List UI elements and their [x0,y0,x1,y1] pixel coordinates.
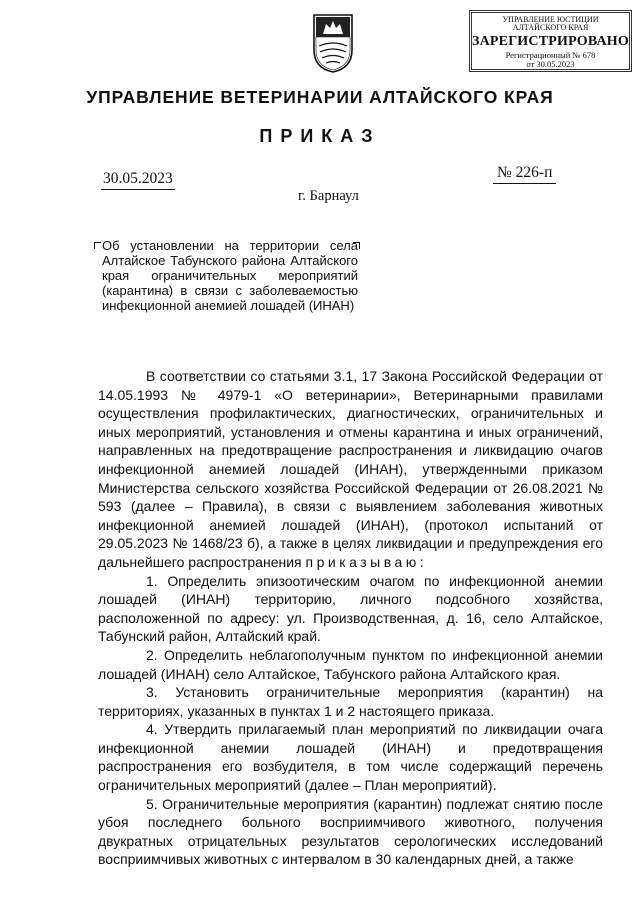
document-city: г. Барнаул [298,188,359,204]
preamble-text: В соответствии со статьями 3.1, 17 Закона Российской Федерации от 14.05.1993 № 4979-1 «О ветеринарии», Ветеринарными правилами осуществления профилактических, диагностических, ограничительных и иных мероприятий, установления и отмены карантина и иных ограничений, направленных на предотвращение распространения и ликвидацию очагов инфекционной анемией лошадей (ИНАН), утвержденными приказом Министерства сельского хозяйства Российской Федерации от 26.08.2021 № 593 (далее – Правила), в связи с выявлением заболевания животных инфекционной анемией лошадей (ИНАН), (протокол испытаний от 29.05.2023 № 1468/23 б), а также в целях ликвидации и предупреждения его дальнейшего распространения [98,368,603,570]
title-corner-right [353,242,360,249]
document-date: 30.05.2023 [101,170,175,190]
document-title-block [94,238,358,313]
stamp-reg-date: от 30.05.2023 [526,59,575,70]
stamp-line2: АЛТАЙСКОГО КРАЯ [512,23,589,33]
clause-5: 5. Ограничительные мероприятия (карантин) подлежат снятию после убоя последнего больного восприимчивого животного, получения двукратных отрицательных результатов серологических исследований восприимчивых животных с интервалом в 30 календарных дней, а также [98,795,603,868]
registration-stamp [469,10,632,72]
clause-3: 3. Установить ограничительные мероприятия (карантин) на территориях, указанных в пунктах 1 и 2 настоящего приказа. [98,684,603,719]
document-body [98,367,603,869]
stamp-reg-number: Регистрационный № 678 [505,50,596,61]
coat-of-arms-icon [311,12,355,74]
document-number: № 226-п [493,164,556,184]
clause-1: 1. Определить эпизоотическим очагом по инфекционной анемии лошадей (ИНАН) территорию, личного подсобного хозяйства, расположенной по адресу: ул. Производственная, д. 16, село Алтайское, Табунский район, Алтайский край. [98,572,603,645]
clause-2: 2. Определить неблагополучным пунктом по инфекционной анемии лошадей (ИНАН) село Алтайское, Табунского района Алтайского края. [98,646,603,682]
preamble-paragraph [98,367,603,572]
organization-name: УПРАВЛЕНИЕ ВЕТЕРИНАРИИ АЛТАЙСКОГО КРАЯ [86,87,554,107]
document-type: ПРИКАЗ [259,126,381,146]
document-title: Об установлении на территории села Алтайское Табунского района Алтайского края ограничительных мероприятий (карантина) в связи с заболеваемостью инфекционной анемией лошадей (ИНАН) [102,238,358,313]
stamp-line1: УПРАВЛЕНИЕ ЮСТИЦИИ [502,15,599,24]
clause-4: 4. Утвердить прилагаемый план мероприятий по ликвидации очага инфекционной анемии лошадей (ИНАН) и предотвращения распространения его возбудителя, в том числе содержащий перечень ограничительных мероприятий (далее – План мероприятий). [98,721,603,794]
title-corner-left [94,242,101,249]
order-keyword: приказываю: [305,553,428,570]
stamp-status: ЗАРЕГИСТРИРОВАНО [472,33,629,49]
